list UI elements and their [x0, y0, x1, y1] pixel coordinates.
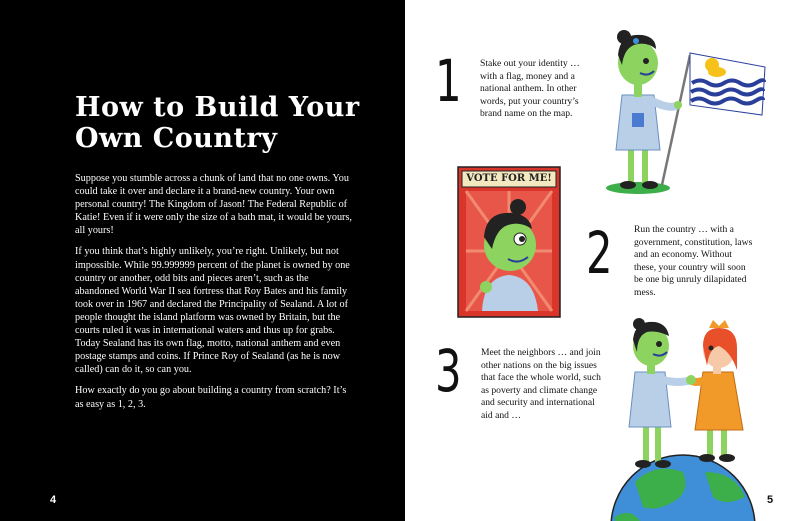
poster-title: VOTE FOR ME! [466, 173, 552, 184]
page-title: How to Build Your Own Country [75, 92, 360, 154]
neighbors-on-globe-illustration [595, 322, 770, 521]
step-number-1: 1 [435, 47, 462, 115]
paragraph-1: Suppose you stumble across a chunk of land that no one owns. You could take it over and declare it a brand-new country. Your own personal country! The Kingdom of Jason! The Federal Republic of Katie! Even if it were only the size of a bath mat, it would be yours, all yours! [75, 173, 352, 237]
right-page [405, 0, 810, 521]
step-text-3: Meet the neighbors … and join other nations on the big issues that face the whole world, such as poverty and climate change and security and international aid and … [481, 347, 601, 421]
paragraph-3: How exactly do you go about building a country from scratch? It’s as easy as 1, 2, 3. [75, 385, 347, 410]
girl-with-flag-illustration [590, 25, 770, 200]
step-text-1: Stake out your identity … with a flag, money and a national anthem. In other words, put your country’s brand name on the map. [480, 58, 580, 120]
paragraph-2: If you think that’s highly unlikely, you’re right. Unlikely, but not impossible. While 99.999999 percent of the planet is owned by one country or another, odd bits and pieces aren’t, such as the abandoned World War II sea fortress that Roy Bates and his family took over in 1967 and declared the Principality of Sealand. A lot of people thought the island platform was owned by Britain, but the courts ruled it was in international waters and thus up for grabs. Today Sealand has its own flag, motto, national anthem and even postage stamps and coins. If Prince Roy of Sealand (as he is now called) can do it, so can you. [75, 246, 350, 376]
step-text-2: Run the country … with a government, constitution, laws and an economy. Without these, your country will soon be one big unruly dilapidated mess. [634, 224, 753, 298]
page-number-right: 5 [767, 494, 774, 506]
page-number-left: 4 [50, 494, 57, 506]
intro-text [75, 172, 353, 419]
step-number-2: 2 [586, 219, 613, 287]
vote-for-me-poster [458, 167, 560, 317]
step-number-3: 3 [435, 337, 462, 405]
